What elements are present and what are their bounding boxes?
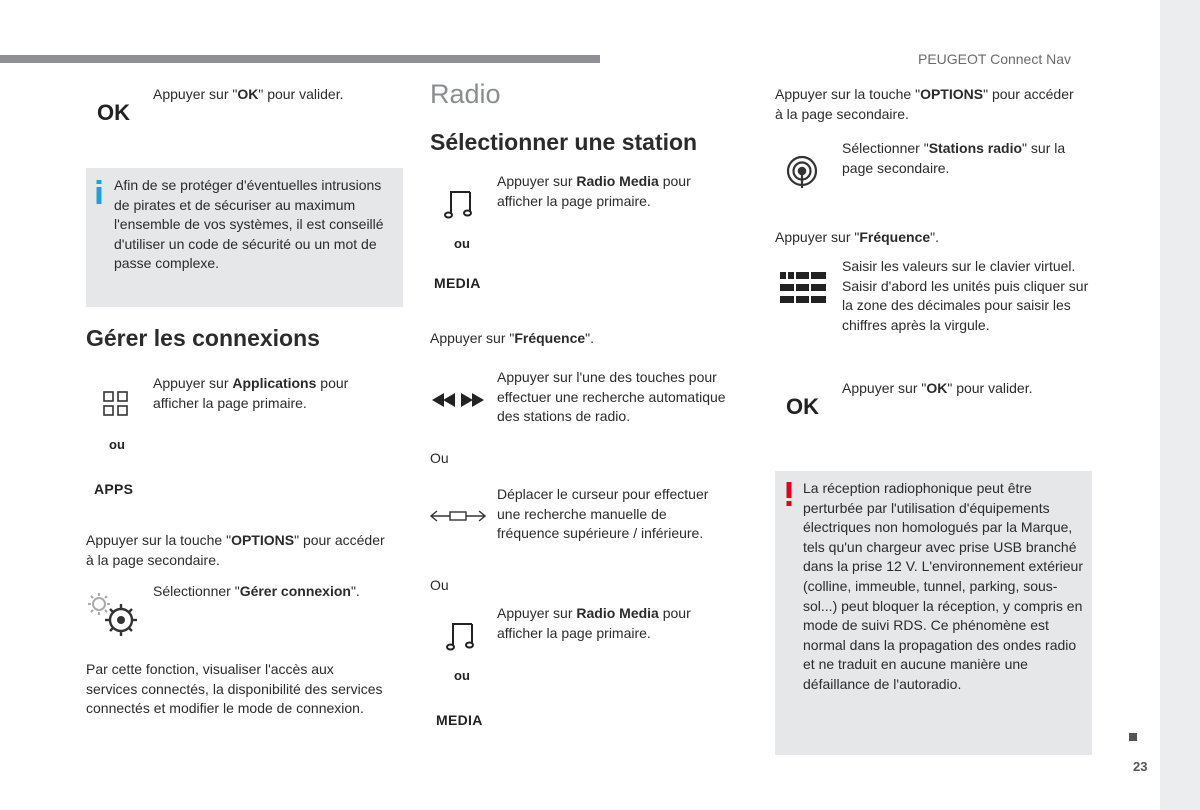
ok-button-icon: OK — [786, 394, 819, 419]
side-margin-strip — [1160, 0, 1200, 810]
top-rule — [0, 55, 600, 63]
info-text: Afin de se protéger d'éventuelles intrusions de pirates et de sécuriser au maximum l'ensemble de vos systèmes, il est conseillé d'utiliser un code de sécurité ou un mot de passe complexe. — [114, 177, 384, 272]
gear-icon — [88, 592, 140, 638]
seek-instruction: Appuyer sur l'une des touches pour effectuer une recherche automatique des stations de radio. — [497, 369, 726, 425]
or-label: ou — [109, 437, 125, 452]
section-title-radio: Radio — [430, 79, 501, 109]
end-marker — [1129, 733, 1137, 741]
heading-select-station: Sélectionner une station — [430, 129, 698, 155]
info-icon — [95, 180, 103, 204]
radio-station-icon — [786, 155, 818, 189]
media-label-1: MEDIA — [434, 275, 481, 291]
music-note-icon — [443, 188, 475, 220]
apps-grid-icon — [103, 391, 129, 417]
media-label-2: MEDIA — [436, 712, 483, 728]
frequency-instruction-2: Appuyer sur "Fréquence". — [775, 229, 940, 245]
info-box — [86, 168, 403, 307]
or-label: ou — [454, 236, 470, 251]
keypad-instruction-line-2: Saisir d'abord les unités puis cliquer sur la zone des décimales pour saisir les chiffres après la virgule. — [842, 277, 1089, 333]
keypad-instruction — [842, 257, 1092, 335]
apps-label: APPS — [94, 481, 134, 497]
ok-instruction-2: Appuyer sur "OK" pour valider. — [842, 380, 1033, 396]
keypad-icon — [780, 272, 826, 304]
page-number: 23 — [1133, 759, 1148, 774]
connection-description: Par cette fonction, visualiser l'accès aux services connectés, la disponibilité des services connectés et modifier le mode de connexion. — [86, 661, 383, 717]
ok-button-icon: OK — [97, 100, 130, 125]
heading-manage-connections: Gérer les connexions — [86, 325, 320, 351]
apps-instruction: Appuyer sur Applications pour afficher la page primaire. — [153, 375, 349, 411]
keypad-instruction-line-1: Saisir les valeurs sur le clavier virtuel. — [842, 258, 1076, 274]
stations-instruction: Sélectionner "Stations radio" sur la page secondaire. — [842, 140, 1066, 176]
frequency-instruction: Appuyer sur "Fréquence". — [430, 330, 595, 346]
music-note-icon — [445, 620, 477, 652]
header-title: PEUGEOT Connect Nav — [918, 51, 1072, 67]
seek-arrows-icon — [432, 392, 484, 408]
radio-media-instruction-1: Appuyer sur Radio Media pour afficher la page primaire. — [497, 173, 691, 209]
radio-media-instruction-2: Appuyer sur Radio Media pour afficher la page primaire. — [497, 605, 691, 641]
slider-instruction: Déplacer le curseur pour effectuer une recherche manuelle de fréquence supérieure / inférieure. — [497, 486, 709, 542]
or-label: ou — [454, 668, 470, 683]
warning-box — [775, 471, 1092, 755]
options-instruction-radio: Appuyer sur la touche "OPTIONS" pour accéder à la page secondaire. — [775, 86, 1074, 122]
or-label: Ou — [430, 577, 449, 593]
manage-connection-instruction: Sélectionner "Gérer connexion". — [153, 583, 360, 599]
frequency-slider-icon — [430, 509, 486, 523]
warning-icon — [785, 482, 793, 506]
ok-instruction: Appuyer sur "OK" pour valider. — [153, 86, 344, 102]
or-label: Ou — [430, 450, 449, 466]
warning-text: La réception radiophonique peut être perturbée par l'utilisation d'équipements électriques non homologués par la Marque, tels qu'un chargeur avec prise USB branché dans la prise 12 V. L'environnement extérieur (colline, immeuble, tunnel, parking, sous-sol...) peut bloquer la réception, y compris en mode de suivi RDS. Ce phénomène est normal dans la propagation des ondes radio et ne traduit en aucune manière une défaillance de l'autoradio. — [803, 480, 1083, 692]
options-instruction: Appuyer sur la touche "OPTIONS" pour accéder à la page secondaire. — [86, 532, 385, 568]
